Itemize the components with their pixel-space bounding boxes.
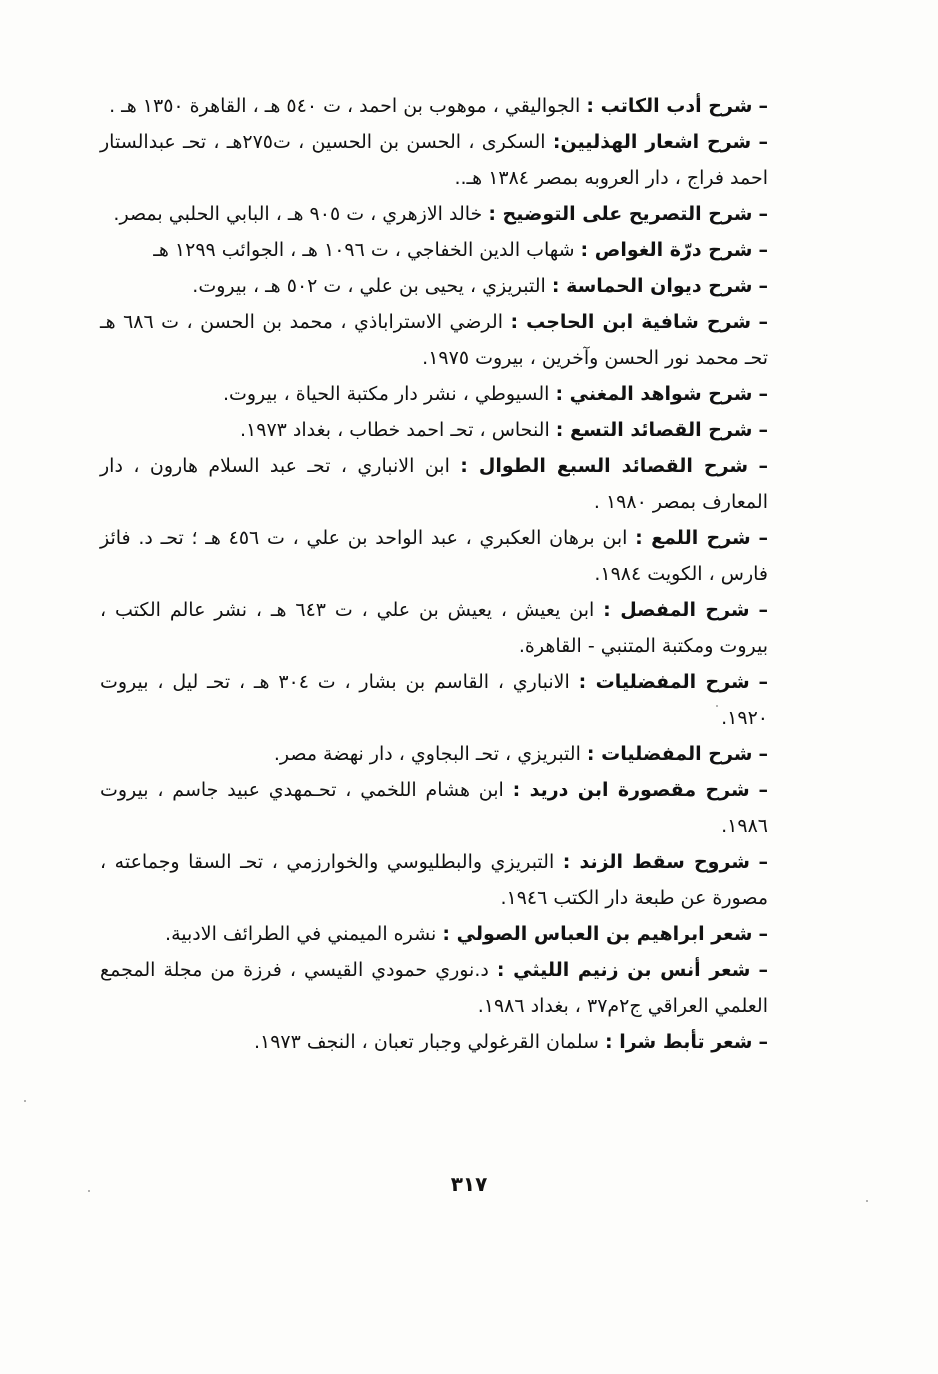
scan-speck: [716, 705, 718, 707]
entry-text: ابن الانباري ، تحـ عبد السلام هارون ، دار المعارف بمصر ١٩٨٠ .: [100, 455, 768, 513]
bibliography-entry: [100, 304, 768, 376]
entry-dash: –: [758, 203, 768, 225]
entry-text: خالد الازهري ، ت ٩٠٥ هـ ، البابي الحلبي بمصر.: [113, 203, 483, 225]
bibliography-entry: [100, 1024, 768, 1060]
entry-text: د.نوري حمودي القيسي ، فرزة من مجلة المجمع العلمي العراقي ج٢م٣٧ ، بغداد ١٩٨٦.: [100, 959, 768, 1017]
entry-title: شرح شافية ابن الحاجب :: [510, 311, 752, 333]
bibliography-entry: [100, 844, 768, 916]
bibliography-entry: [100, 952, 768, 1024]
entry-text: الجواليقي ، موهوب بن احمد ، ت ٥٤٠ هـ ، القاهرة ١٣٥٠ هـ .: [109, 95, 581, 117]
entry-dash: –: [758, 779, 769, 801]
entry-text: نشره الميمني في الطرائف الادبية.: [165, 923, 437, 945]
entry-text: الانباري ، القاسم بن بشار ، ت ٣٠٤ هـ ، تحـ ليل ، بيروت ١٩٢٠.: [100, 671, 768, 729]
bibliography-entry: [100, 520, 768, 592]
entry-title: شرح المفصل :: [603, 599, 750, 621]
entry-title: شرح مقصورة ابن دريد :: [512, 779, 750, 801]
bibliography-entry: [100, 124, 768, 196]
entry-title: شرح درّة الغواص :: [580, 239, 753, 261]
entry-dash: –: [758, 95, 768, 117]
page-number: ٣١٧: [450, 1172, 488, 1196]
bibliography-entry: [100, 412, 768, 448]
entry-dash: –: [758, 455, 769, 477]
entry-title: شرح ديوان الحماسة :: [551, 275, 753, 297]
entry-dash: –: [758, 131, 768, 153]
entry-title: شرح التصريح على التوضيح :: [488, 203, 753, 225]
entry-title: شرح المفضليات :: [586, 743, 753, 765]
entry-title: شرح شواهد المغني :: [555, 383, 753, 405]
entry-text: شهاب الدين الخفاجي ، ت ١٠٩٦ هـ ، الجوائب ١٢٩٩ هـ: [153, 239, 575, 261]
entry-dash: –: [758, 743, 768, 765]
bibliography-list: [100, 88, 768, 1060]
entry-title: شرح أدب الكاتب :: [586, 95, 753, 117]
entry-text: السكرى ، الحسن بن الحسين ، ت٢٧٥هـ ، تحـ عبدالستار احمد فراج ، دار العروبه بمصر ١٣٨٤ هـ..: [100, 131, 768, 189]
entry-dash: –: [758, 527, 768, 549]
bibliography-entry: [100, 376, 768, 412]
entry-title: شعر تأبط شرا :: [605, 1031, 753, 1053]
entry-text: النحاس ، تحـ احمد خطاب ، بغداد ١٩٧٣.: [240, 419, 550, 441]
bibliography-entry: [100, 268, 768, 304]
entry-dash: –: [758, 923, 768, 945]
entry-text: التبريزي ، تحـ البجاوي ، دار نهضة مصر.: [273, 743, 581, 765]
bibliography-entry: [100, 736, 768, 772]
entry-text: التبريزي ، يحيى بن علي ، ت ٥٠٢ هـ ، بيروت.: [192, 275, 546, 297]
bibliography-entry: [100, 448, 768, 520]
entry-title: شعر ابراهيم بن العباس الصولي :: [442, 923, 753, 945]
entry-title: شرح اشعار الهذليين:: [552, 131, 752, 153]
entry-dash: –: [758, 851, 768, 873]
bibliography-entry: [100, 916, 768, 952]
entry-text: الرضي الاستراباذي ، محمد بن الحسن ، ت ٦٨٦ هـ تحـ محمد نور الحسن وآخرين ، بيروت ١٩٧٥.: [100, 311, 768, 369]
entry-dash: –: [758, 275, 768, 297]
entry-text: ابن هشام اللخمي ، تحـمهدي عبيد جاسم ، بيروت ١٩٨٦.: [100, 779, 768, 837]
entry-title: شروح سقط الزند :: [562, 851, 750, 873]
entry-dash: –: [758, 419, 768, 441]
entry-title: شرح المفضليات :: [578, 671, 750, 693]
entry-title: شعر أنس بن زنيم الليثي :: [496, 959, 751, 981]
bibliography-entry: [100, 88, 768, 124]
entry-title: شرح القصائد السبع الطوال :: [460, 455, 749, 477]
entry-dash: –: [758, 671, 769, 693]
scan-speck: [88, 1190, 90, 1192]
entry-text: السيوطي ، نشر دار مكتبة الحياة ، بيروت.: [222, 383, 550, 405]
entry-dash: –: [758, 239, 768, 261]
bibliography-entry: [100, 592, 768, 664]
bibliography-entry: [100, 664, 768, 736]
entry-dash: –: [758, 599, 768, 621]
entry-title: شرح القصائد التسع :: [555, 419, 753, 441]
entry-text: ابن برهان العكبري ، عبد الواحد بن علي ، ت ٤٥٦ هـ ؛ تحـ د. فائز فارس ، الكويت ١٩٨٤.: [100, 527, 768, 585]
bibliography-entry: [100, 196, 768, 232]
scan-speck: [866, 1200, 868, 1202]
entry-text: ابن يعيش ، يعيش بن علي ، ت ٦٤٣ هـ ، نشر عالم الكتب ، بيروت ومكتبة المتنبي - القاهرة.: [100, 599, 768, 657]
bibliography-entry: [100, 232, 768, 268]
entry-dash: –: [758, 311, 769, 333]
bibliography-entry: [100, 772, 768, 844]
entry-text: سلمان القرغولي وجبار تعبان ، النجف ١٩٧٣.: [253, 1031, 599, 1053]
entry-dash: –: [758, 1031, 768, 1053]
entry-dash: –: [758, 383, 768, 405]
entry-dash: –: [758, 959, 768, 981]
entry-title: شرح اللمع :: [635, 527, 751, 549]
scan-speck: [24, 1100, 26, 1102]
entry-text: التبريزي والبطليوسي والخوارزمي ، تحـ السقا وجماعته ، مصورة عن طبعة دار الكتب ١٩٤٦.: [100, 851, 768, 909]
